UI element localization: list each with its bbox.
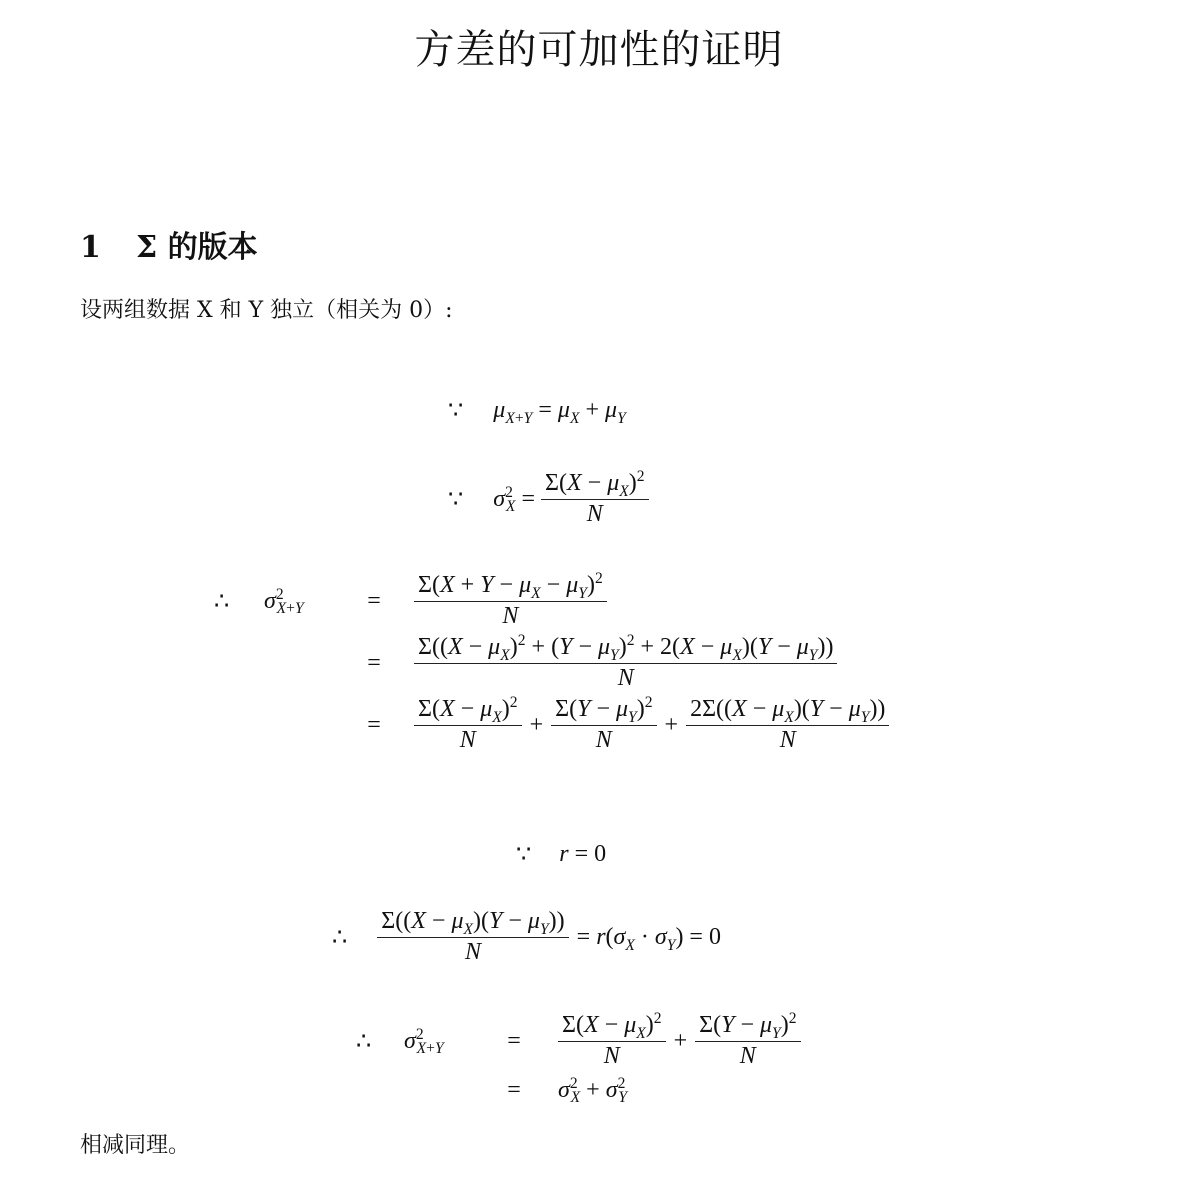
equation-variance-def: ∵ $\sigma^2_X$ = $\frac{\Sigma(X - \mu_X)^2}{N}$ (448, 470, 649, 528)
therefore-symbol: ∴ (332, 924, 348, 951)
closing-paragraph: 相减同理。 (80, 1133, 191, 1158)
section-heading (80, 222, 258, 266)
equation-r-zero: ∵ r = 0 (516, 841, 607, 868)
equation-mean-sum: ∵ $\mu_{X+Y} = \mu_X + \mu_Y$ (448, 397, 626, 427)
because-symbol: ∵ (516, 842, 532, 868)
section-number: 1 (80, 230, 101, 265)
section-title: Σ 的版本 (136, 230, 258, 265)
therefore-symbol: ∴ (214, 588, 230, 615)
therefore-symbol: ∴ (356, 1028, 372, 1055)
page-title: 方差的可加性的证明 (414, 27, 784, 73)
because-symbol: ∵ (448, 398, 464, 424)
equation-variance-expansion: ∴ $\sigma^2_{X+Y}$ = $\frac{\Sigma(X + Y - \mu_X - \mu_Y)^2}{N}$ = $\frac{\Sigma((X - \mu_X)^2 + (Y - \mu_Y)^2 + 2(X - \mu_X)(Y - \mu_Y))}{N}$ = $\frac{\Sigma(X - \mu_X)^2}{N}$ + $\frac{\Sigma(Y - \mu_Y)^2}{N}$ + $\frac{2\Sigma((X - \mu_X)(Y - \mu_Y))}{N}$ (214, 570, 889, 756)
intro-paragraph: 设两组数据 X 和 Y 独立（相关为 0）: (80, 298, 453, 323)
equation-variance-result: ∴ $\sigma^2_{X+Y}$ = $\frac{\Sigma(X - \mu_X)^2}{N}$ + $\frac{\Sigma(Y - \mu_Y)^2}{N}$ = $\sigma^2_X + \sigma^2_Y$ (356, 1010, 801, 1108)
because-symbol: ∵ (448, 486, 464, 513)
equation-covariance-zero: ∴ $\frac{\Sigma((X - \mu_X)(Y - \mu_Y))}{N}$ = $r(\sigma_X \cdot \sigma_Y) = 0$ (332, 908, 721, 965)
